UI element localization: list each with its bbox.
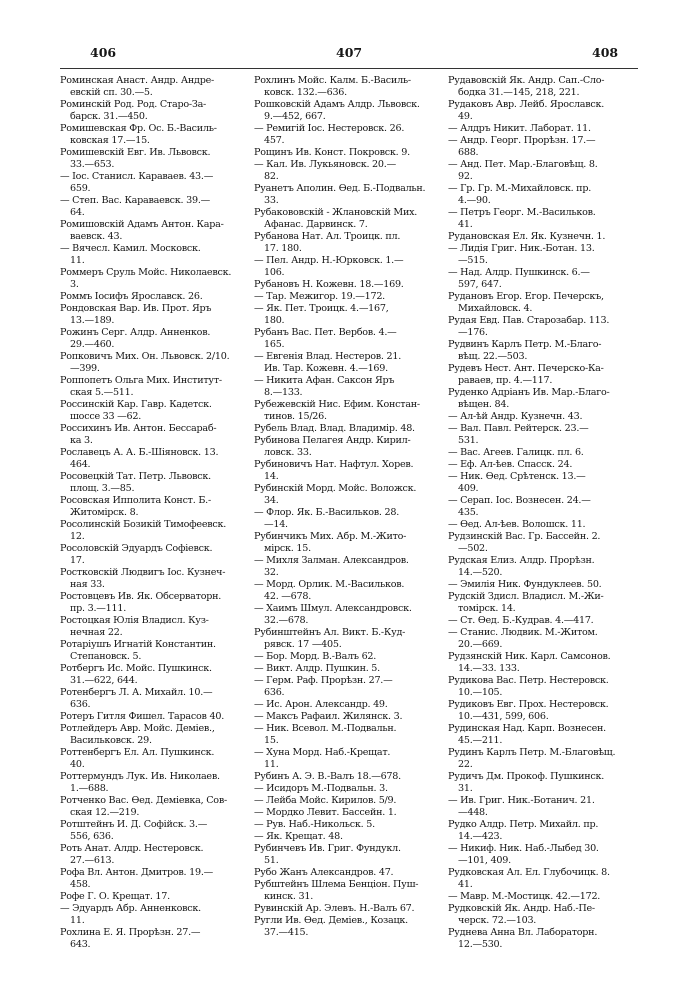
entry-line: Ротченко Вас. Ѳед. Деміевка, Сов- [60,795,227,806]
entry-continuation-line: раваев, пр. 4.—117. [458,375,553,386]
entry-line: Роминская Анаст. Андр. Андре- [60,75,215,86]
entry-line: Росоловскій Эдуардъ Софіевск. [60,543,213,554]
entry-continuation-line: 643. [70,939,91,950]
entry-line: — Эмилія Ник. Фундуклеев. 50. [448,579,602,590]
entry-line: Рофа Вл. Антон. Дмитров. 19.— [60,867,213,878]
entry-line: Рубинскій Морд. Мойс. Воложск. [254,483,417,494]
entry-continuation-line: 14.—33. 133. [458,663,520,674]
entry-continuation-line: 659. [70,183,91,194]
entry-line: Росовецкій Тат. Петр. Львовск. [60,471,211,482]
entry-continuation-line: нечная 22. [70,627,123,638]
entry-continuation-line: 17. [70,555,85,566]
entry-line: — Серап. Іос. Вознесен. 24.— [448,495,591,506]
entry-continuation-line: 22. [458,759,473,770]
entry-continuation-line: ная 33. [70,579,105,590]
entry-line: Рондовская Вар. Ив. Прот. Яръ [60,303,212,314]
entry-line: Рудковская Ал. Ел. Глубочицк. 8. [448,867,610,878]
entry-line: Роттермундъ Лук. Ив. Николаев. [60,771,220,782]
entry-continuation-line: 29.—460. [70,339,115,350]
entry-line: — Вячесл. Камил. Московск. [60,243,201,254]
page-number-right: 408 [592,45,619,60]
entry-line: — Гр. Гр. М.-Михайловск. пр. [448,183,592,194]
entry-line: Роминскій Род. Род. Старо-За- [60,99,207,110]
entry-line: — Хуна Морд. Наб.-Крещат. [254,747,391,758]
entry-line: Рудзянскій Ник. Карл. Самсонов. [448,651,611,662]
entry-continuation-line: ка 3. [70,435,93,446]
entry-line: — Флор. Як. Б.-Васильков. 28. [254,507,400,518]
entry-line: Рощинъ Ив. Конст. Покровск. 9. [254,147,410,158]
entry-continuation-line: ковская 17.—15. [70,135,150,146]
entry-continuation-line: 14. [264,471,279,482]
entry-continuation-line: 15. [264,735,279,746]
entry-continuation-line: мірск. 15. [264,543,311,554]
entry-continuation-line: 4.—90. [458,195,491,206]
column-right [448,75,640,995]
entry-line: Ромишевскій Евг. Ив. Львовск. [60,147,211,158]
entry-continuation-line: Житомірск. 8. [70,507,139,518]
entry-line: Рофе Г. О. Крещат. 17. [60,891,170,902]
entry-line: Рохлина Е. Я. Прорѣзн. 27.— [60,927,201,938]
entry-continuation-line: Ив. Тар. Кожевн. 4.—169. [264,363,388,374]
entry-continuation-line: 14.—423. [458,831,503,842]
entry-line: — Лидія Григ. Ник.-Ботан. 13. [448,243,595,254]
entry-line: Рубанъ Вас. Пет. Вербов. 4.— [254,327,397,338]
entry-line: Рубакововскій - Жлановскій Мих. [254,207,418,218]
page-number-left: 406 [90,45,117,60]
entry-line: Ругли Ив. Ѳед. Деміев., Козацк. [254,915,408,926]
entry-line: Рохлинъ Мойс. Калм. Б.-Василь- [254,75,411,86]
column-middle [254,75,446,995]
entry-continuation-line: —448. [458,807,488,818]
entry-line: — Еф. Ал-ѣев. Спасск. 24. [448,459,573,470]
entry-continuation-line: евскій сп. 30.—5. [70,87,153,98]
entry-continuation-line: —176. [458,327,488,338]
entry-line: Руанетъ Аполин. Ѳед. Б.-Подвальн. [254,183,426,194]
entry-continuation-line: Афанас. Дарвинск. 7. [264,219,368,230]
entry-line: — Вас. Агеев. Галицк. пл. 6. [448,447,584,458]
entry-continuation-line: 40. [70,759,85,770]
entry-continuation-line: 180. [264,315,285,326]
entry-line: Рудвинъ Карлъ Петр. М.-Благо- [448,339,602,350]
entry-line: Рубинчевъ Ив. Григ. Фундукл. [254,843,401,854]
entry-continuation-line: 33.—653. [70,159,115,170]
entry-line: — Степ. Вас. Караваевск. 39.— [60,195,210,206]
entry-continuation-line: 41. [458,879,473,890]
entry-continuation-line: томірск. 14. [458,603,516,614]
entry-continuation-line: 12. [70,531,85,542]
entry-line: Рудая Евд. Пав. Старозабар. 113. [448,315,610,326]
entry-line: — Евгенія Влад. Нестеров. 21. [254,351,402,362]
entry-line: — Герм. Раф. Прорѣзн. 27.— [254,675,393,686]
entry-line: — Станис. Людвик. М.-Житом. [448,627,598,638]
entry-continuation-line: Степановск. 5. [70,651,142,662]
entry-line: Рудановская Ел. Як. Кузнечн. 1. [448,231,606,242]
entry-continuation-line: рявск. 17 —405. [264,639,342,650]
entry-continuation-line: ваевск. 43. [70,231,123,242]
entry-continuation-line: 11. [70,915,85,926]
entry-continuation-line: —14. [264,519,288,530]
entry-continuation-line: барск. 31.—450. [70,111,148,122]
entry-line: — Исидоръ М.-Подвальн. 3. [254,783,388,794]
entry-continuation-line: ловск. 33. [264,447,312,458]
entry-line: — Бор. Морд. В.-Валъ 62. [254,651,377,662]
entry-continuation-line: 31.—622, 644. [70,675,138,686]
entry-line: Рошковскій Адамъ Алдр. Львовск. [254,99,420,110]
entry-line: Рудскій Здисл. Владисл. М.-Жи- [448,591,604,602]
entry-continuation-line: вѣщен. 84. [458,399,510,410]
header-rule [60,68,638,69]
entry-line: — Мордко Левит. Бассейн. 1. [254,807,397,818]
entry-line: Рубель Влад. Влад. Владимір. 48. [254,423,415,434]
entry-continuation-line: 92. [458,171,473,182]
entry-line: Рудко Алдр. Петр. Михайл. пр. [448,819,599,830]
directory-columns [60,75,640,995]
entry-continuation-line: 45.—211. [458,735,503,746]
entry-line: Рувинскій Ар. Элевъ. Н.-Валъ 67. [254,903,415,914]
entry-continuation-line: 49. [458,111,473,122]
entry-continuation-line: 3. [70,279,79,290]
entry-line: Ротбергъ Ис. Мойс. Пушкинск. [60,663,212,674]
entry-line: Ротеръ Гитля Фишел. Тарасов 40. [60,711,224,722]
entry-continuation-line: вѣщ. 22.—503. [458,351,528,362]
entry-line: Россихинъ Ив. Антон. Бессараб- [60,423,217,434]
entry-line: — Алдръ Никит. Лаборат. 11. [448,123,591,134]
entry-line: Ротенбергъ Л. А. Михайл. 10.— [60,687,213,698]
entry-line: Рудановъ Егор. Егор. Печерскъ, [448,291,604,302]
entry-continuation-line: площ. 3.—85. [70,483,135,494]
entry-line: — Петръ Георг. М.-Васильков. [448,207,596,218]
page-number-middle: 407 [336,45,363,60]
entry-line: Рубановъ Н. Кожевн. 18.—169. [254,279,404,290]
entry-line: Ростоцкая Юлія Владисл. Куз- [60,615,209,626]
entry-continuation-line: пр. 3.—111. [70,603,126,614]
entry-line: Роппопетъ Ольга Мих. Институт- [60,375,222,386]
entry-line: Рудинъ Карлъ Петр. М.-Благовѣщ. [448,747,616,758]
entry-line: — Ремигій Іос. Нестеровск. 26. [254,123,405,134]
entry-line: — Кал. Ив. Лукьяновск. 20.— [254,159,396,170]
entry-continuation-line: —101, 409. [458,855,511,866]
entry-continuation-line: 409. [458,483,479,494]
entry-continuation-line: 12.—530. [458,939,503,950]
entry-continuation-line: 32.—678. [264,615,309,626]
entry-continuation-line: —502. [458,543,488,554]
entry-line: — Ѳед. Ал-ѣев. Волошск. 11. [448,519,586,530]
entry-line: Рославецъ А. А. Б.-Шіяновск. 13. [60,447,219,458]
entry-line: Рубинчикъ Мих. Абр. М.-Жито- [254,531,407,542]
entry-line: Роттенбергъ Ел. Ал. Пушкинск. [60,747,215,758]
entry-continuation-line: Васильковск. 29. [70,735,152,746]
entry-line: — Пел. Андр. Н.-Юрковск. 1.— [254,255,404,266]
entry-line: Росолинскій Бозикій Тимофеевск. [60,519,227,530]
entry-continuation-line: 435. [458,507,479,518]
entry-continuation-line: 458. [70,879,91,890]
entry-line: — Лейба Мойс. Кирилов. 5/9. [254,795,397,806]
entry-continuation-line: 11. [70,255,85,266]
entry-line: — Ник. Всевол. М.-Подвальн. [254,723,397,734]
entry-line: Руденко Адріанъ Ив. Мар.-Благо- [448,387,610,398]
entry-continuation-line: 41. [458,219,473,230]
entry-line: Рубинова Пелагея Андр. Кирил- [254,435,411,446]
entry-line: Рудковскій Як. Андр. Наб.-Пе- [448,903,595,914]
entry-line: Ростковскій Людвигъ Іос. Кузнеч- [60,567,226,578]
entry-continuation-line: 9.—452, 667. [264,111,326,122]
entry-line: — Як. Пет. Троицк. 4.—167, [254,303,389,314]
entry-line: Рудавовскій Як. Андр. Сап.-Сло- [448,75,605,86]
entry-continuation-line: 37.—415. [264,927,309,938]
entry-line: Рубинъ А. Э. В.-Валъ 18.—678. [254,771,401,782]
entry-line: — Над. Алдр. Пушкинск. 6.— [448,267,590,278]
entry-line: Роммъ Іосифъ Ярославск. 26. [60,291,203,302]
entry-line: Роммеръ Сруль Мойс. Николаевск. [60,267,232,278]
entry-continuation-line: 14.—520. [458,567,503,578]
entry-continuation-line: 597, 647. [458,279,502,290]
entry-line: — Ник. Ѳед. Срѣтенск. 13.— [448,471,586,482]
entry-continuation-line: 42. —678. [264,591,312,602]
entry-line: Рубежевскій Нис. Ефим. Констан- [254,399,420,410]
entry-line: — Ст. Ѳед. Б.-Кудрав. 4.—417. [448,615,594,626]
entry-line: — Ис. Арон. Александр. 49. [254,699,388,710]
entry-continuation-line: 51. [264,855,279,866]
column-left [60,75,252,995]
entry-continuation-line: 31. [458,783,473,794]
entry-line: Ропковичъ Мих. Он. Львовск. 2/10. [60,351,230,362]
entry-line: Роть Анат. Алдр. Нестеровск. [60,843,204,854]
entry-line: — Никиф. Ник. Наб.-Лыбед 30. [448,843,599,854]
entry-continuation-line: 464. [70,459,91,470]
entry-line: Ростовцевъ Ив. Як. Обсерваторн. [60,591,222,602]
entry-continuation-line: 10.—431, 599, 606. [458,711,549,722]
entry-line: Рубштейнъ Шлема Бенціон. Пуш- [254,879,419,890]
entry-line: — Рув. Наб.-Никольск. 5. [254,819,375,830]
entry-line: Ротштейнъ И. Д. Софійск. 3.— [60,819,208,830]
entry-continuation-line: —515. [458,255,488,266]
entry-line: — Ал-ѣй Андр. Кузнечн. 43. [448,411,583,422]
entry-line: Рудикова Вас. Петр. Нестеровск. [448,675,609,686]
entry-line: Рубанова Нат. Ал. Троицк. пл. [254,231,401,242]
entry-continuation-line: 11. [264,759,279,770]
entry-continuation-line: шоссе 33 —62. [70,411,142,422]
entry-line: Рудаковъ Авр. Лейб. Ярославск. [448,99,605,110]
entry-continuation-line: 13.—189. [70,315,115,326]
entry-line: Ротлейдеръ Авр. Мойс. Деміев., [60,723,215,734]
entry-continuation-line: 1.—688. [70,783,109,794]
entry-line: Ромишовскій Адамъ Антон. Кара- [60,219,224,230]
entry-continuation-line: 20.—669. [458,639,503,650]
entry-continuation-line: 27.—613. [70,855,115,866]
entry-line: Рудиковъ Евг. Прох. Нестеровск. [448,699,609,710]
entry-continuation-line: ская 5.—511. [70,387,134,398]
entry-continuation-line: 556, 636. [70,831,114,842]
entry-continuation-line: 8.—133. [264,387,303,398]
entry-continuation-line: ская 12.—219. [70,807,140,818]
entry-continuation-line: 636. [264,687,285,698]
entry-continuation-line: кинск. 31. [264,891,314,902]
entry-continuation-line: 165. [264,339,285,350]
entry-line: Рудевъ Нест. Ант. Печерско-Ка- [448,363,604,374]
entry-line: Россинскій Кар. Гавр. Кадетск. [60,399,212,410]
entry-line: Рудичъ Дм. Прокоф. Пушкинск. [448,771,605,782]
entry-continuation-line: 32. [264,567,279,578]
entry-line: — Мавр. М.-Мостицк. 42.—172. [448,891,601,902]
entry-line: Ротаріушъ Игнатій Константин. [60,639,216,650]
entry-continuation-line: 17. 180. [264,243,302,254]
entry-continuation-line: ковск. 132.—636. [264,87,347,98]
entry-line: Рубиновичъ Нат. Нафтул. Хорев. [254,459,414,470]
entry-line: Руднева Анна Вл. Лабораторн. [448,927,598,938]
entry-line: Рудинская Над. Карп. Вознесен. [448,723,606,734]
entry-line: Рудская Елиз. Алдр. Прорѣзн. [448,555,595,566]
entry-continuation-line: 457. [264,135,285,146]
entry-continuation-line: бодка 31.—145, 218, 221. [458,87,580,98]
entry-continuation-line: 64. [70,207,85,218]
entry-continuation-line: 10.—105. [458,687,503,698]
entry-continuation-line: 636. [70,699,91,710]
entry-continuation-line: 33. [264,195,279,206]
entry-continuation-line: черск. 72.—103. [458,915,537,926]
entry-continuation-line: 106. [264,267,285,278]
entry-line: — Никита Афан. Саксон Яръ [254,375,395,386]
entry-continuation-line: 82. [264,171,279,182]
entry-line: — Вал. Павл. Рейтерск. 23.— [448,423,589,434]
entry-line: Рубо Жанъ Александров. 47. [254,867,394,878]
entry-continuation-line: 688. [458,147,479,158]
entry-continuation-line: —399. [70,363,100,374]
entry-line: — Викт. Алдр. Пушкин. 5. [254,663,380,674]
entry-line: — Ив. Григ. Ник.-Ботанич. 21. [448,795,595,806]
entry-continuation-line: Михайловск. 4. [458,303,533,314]
entry-line: — Морд. Орлик. М.-Васильков. [254,579,405,590]
entry-line: — Максъ Рафаил. Жилянск. 3. [254,711,403,722]
entry-continuation-line: 34. [264,495,279,506]
entry-line: Рубинштейнъ Ал. Викт. Б.-Куд- [254,627,406,638]
entry-line: — Іос. Станисл. Караваев. 43.— [60,171,214,182]
entry-continuation-line: 531. [458,435,479,446]
entry-line: — Як. Крещат. 48. [254,831,343,842]
entry-line: Ромишевская Фр. Ос. Б.-Василь- [60,123,217,134]
entry-line: Росовская Ипполита Конст. Б.- [60,495,211,506]
entry-line: — Эдуардъ Абр. Анненковск. [60,903,201,914]
entry-line: — Андр. Георг. Прорѣзн. 17.— [448,135,596,146]
entry-line: — Хаимъ Шмул. Александровск. [254,603,412,614]
entry-line: — Михля Залман. Александров. [254,555,409,566]
entry-line: — Тар. Межигор. 19.—172. [254,291,385,302]
entry-line: — Анд. Пет. Мар.-Благовѣщ. 8. [448,159,598,170]
entry-line: Рудзинскій Вас. Гр. Бассейн. 2. [448,531,601,542]
entry-line: Рожинъ Серг. Алдр. Анненков. [60,327,211,338]
entry-continuation-line: тинов. 15/26. [264,411,327,422]
